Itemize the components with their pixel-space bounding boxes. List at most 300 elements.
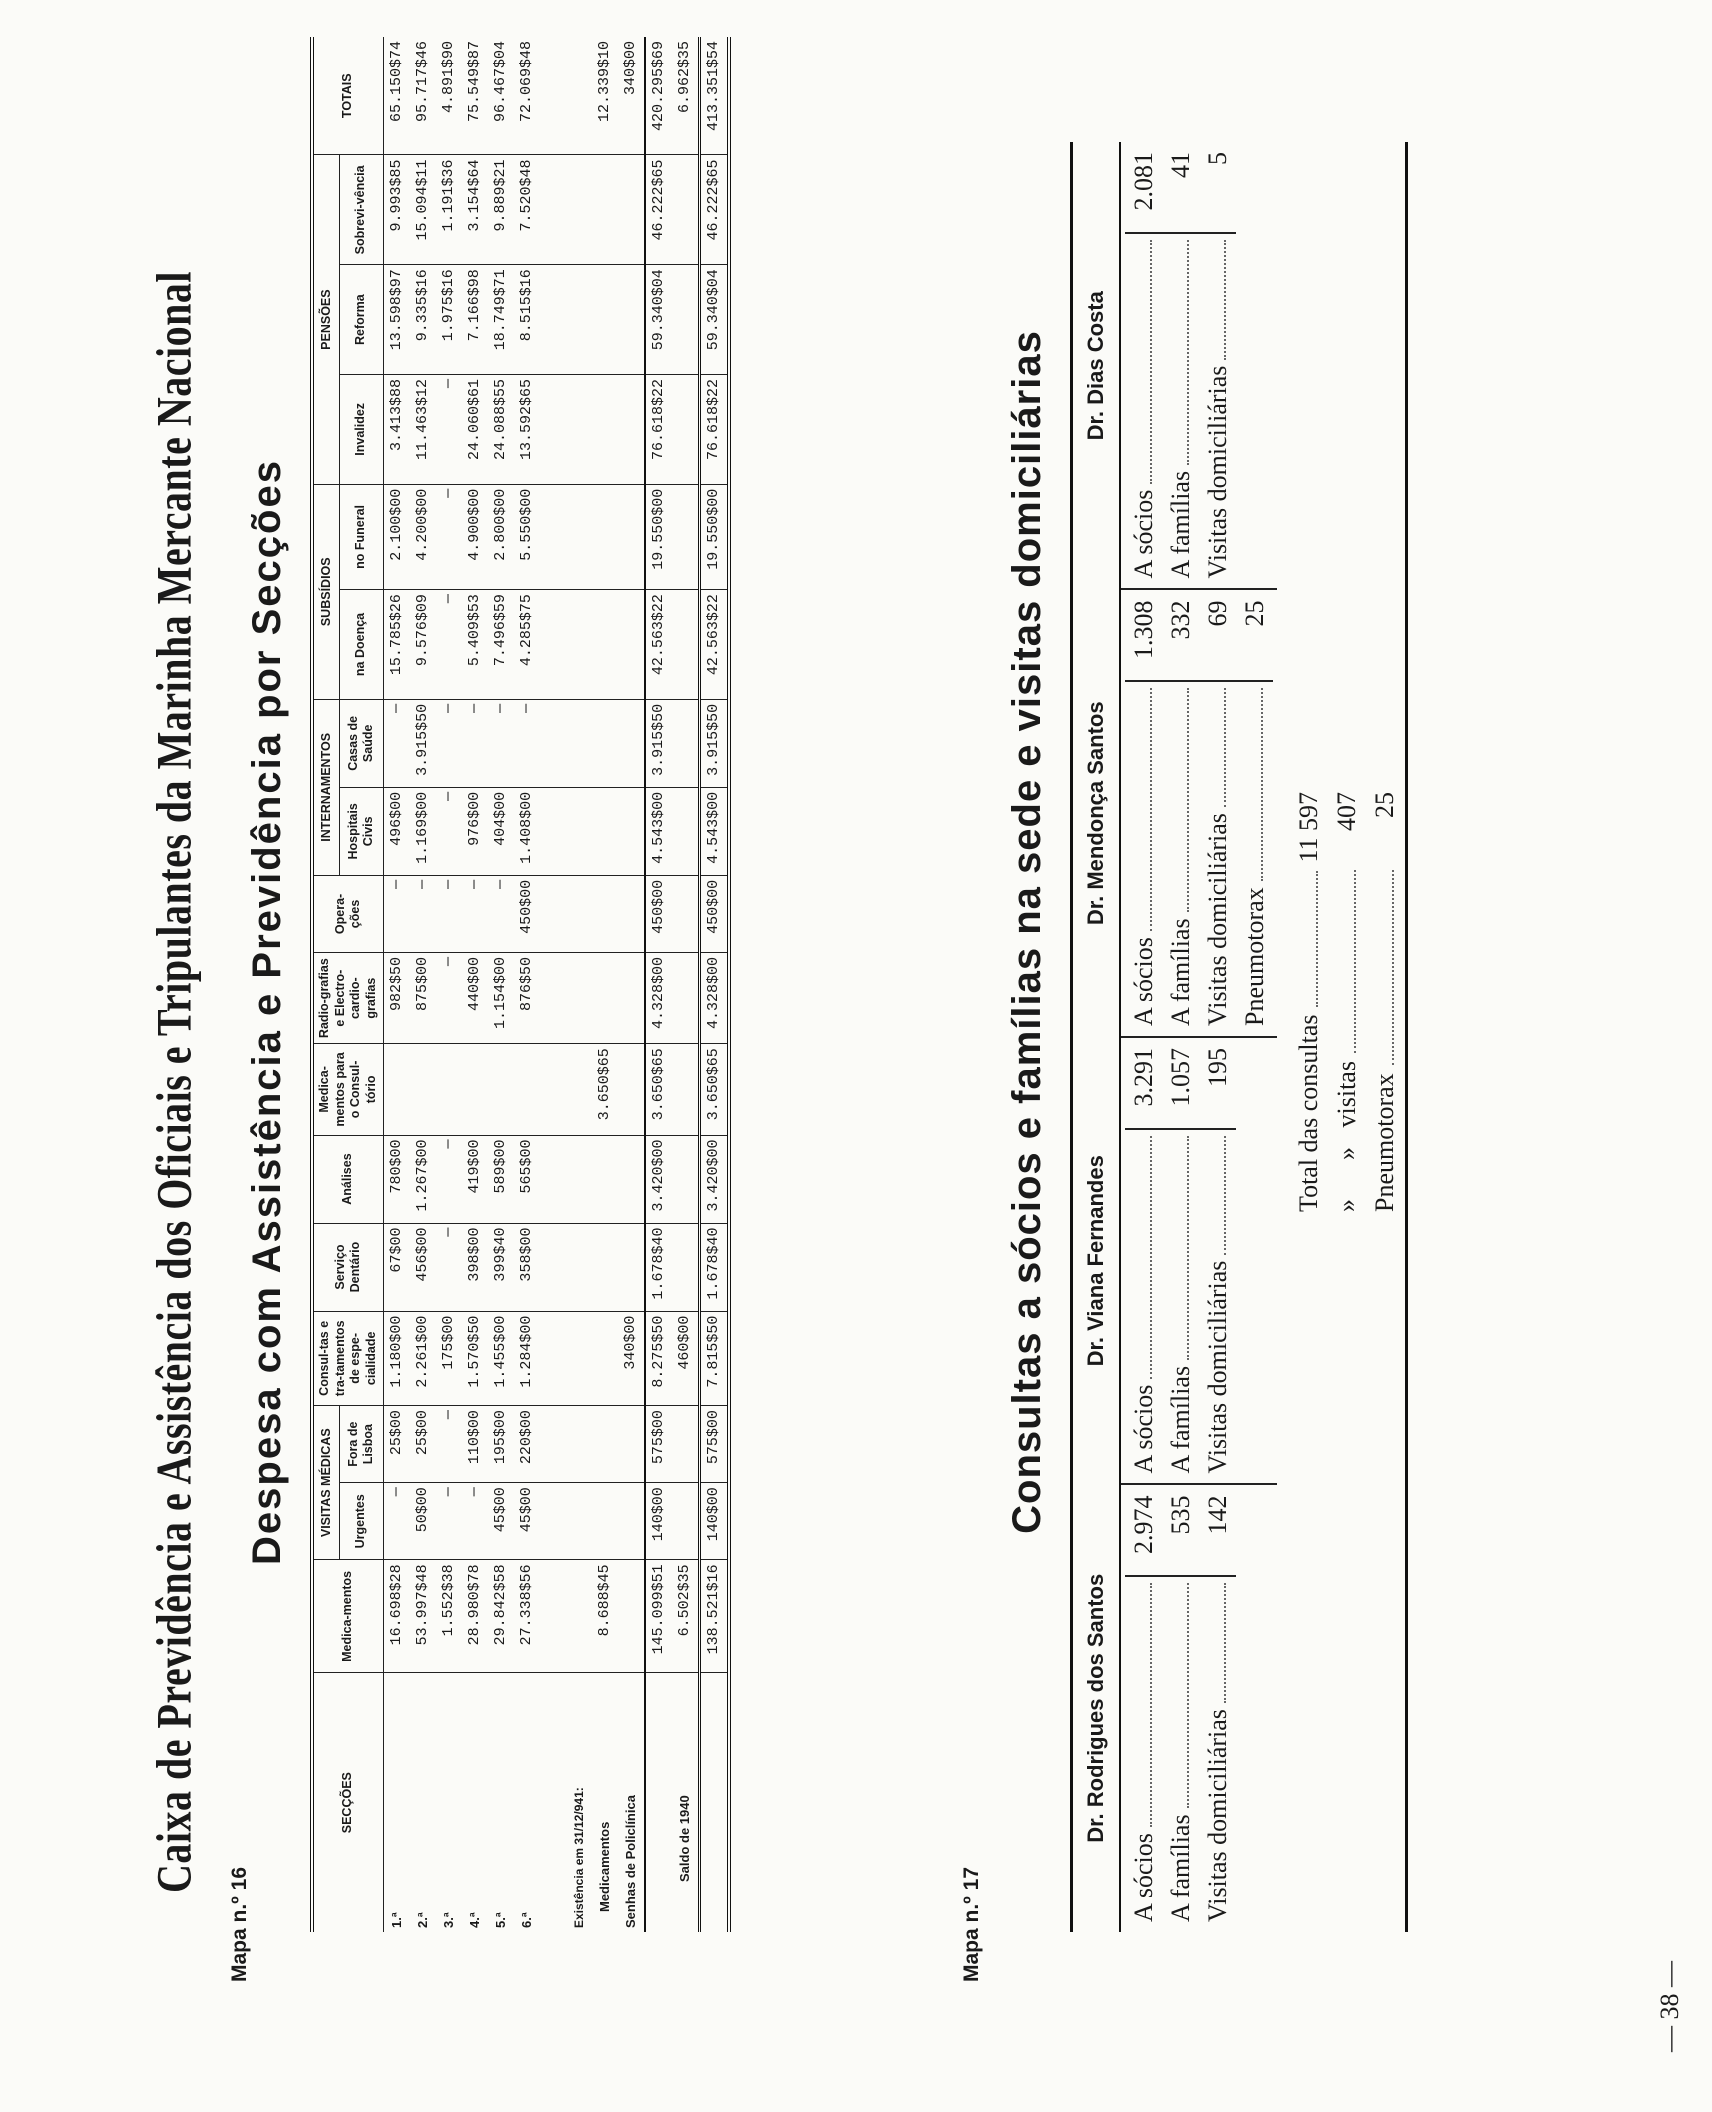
table-cell xyxy=(540,1044,566,1135)
table-cell xyxy=(540,1406,566,1483)
table-cell: 876$50 xyxy=(514,953,540,1044)
table-cell: 25$00 xyxy=(410,1406,436,1483)
table-cell: — xyxy=(462,1483,488,1560)
table-cell xyxy=(540,1560,566,1673)
header-visitas: VISITAS MÉDICAS xyxy=(312,1406,339,1560)
table-cell: 1.552$38 xyxy=(436,1560,462,1673)
header-consultas: Consul-tas e tra-tamentos de espe-cialidade xyxy=(312,1311,383,1406)
table-cell xyxy=(566,953,592,1044)
table-cell xyxy=(618,1044,645,1135)
doctor-column xyxy=(1120,1037,1277,1485)
table-cell xyxy=(566,1311,592,1406)
table-cell xyxy=(540,787,566,875)
table-cell: 45$00 xyxy=(488,1483,514,1560)
table-cell: — xyxy=(383,1483,410,1560)
doctor-name-1: Dr. Rodrigues dos Santos xyxy=(1072,1485,1121,1933)
table-cell: 27.338$56 xyxy=(514,1560,540,1673)
table-cell xyxy=(618,787,645,875)
header-med-consultorio: Medica-mentos para o Consul-tório xyxy=(312,1044,383,1135)
table-cell xyxy=(383,1044,410,1135)
table-row xyxy=(672,37,700,1932)
table-cell: 3.650$65 xyxy=(699,1044,729,1135)
doctor-column xyxy=(1120,142,1277,590)
consult-value: 25 xyxy=(1236,601,1273,683)
consult-value: 2.081 xyxy=(1125,152,1162,234)
header-invalidez: Invalidez xyxy=(339,374,383,484)
header-analises: Análises xyxy=(312,1135,383,1223)
table-cell: 1.975$16 xyxy=(436,265,462,375)
table-cell xyxy=(618,484,645,589)
table-cell xyxy=(672,1044,700,1135)
table-row xyxy=(540,37,566,1932)
leader-dots xyxy=(1125,240,1152,484)
table-cell: 1.267$00 xyxy=(410,1135,436,1223)
row-label: 6.ª xyxy=(519,1912,534,1928)
table-cell xyxy=(436,1044,462,1135)
table-cell xyxy=(540,155,566,265)
table-cell xyxy=(618,953,645,1044)
table-cell: 50$00 xyxy=(410,1483,436,1560)
table-cell: — xyxy=(436,699,462,787)
consult-row xyxy=(1162,1048,1199,1474)
table-cell: 13.598$97 xyxy=(383,265,410,375)
table-cell: 3.413$88 xyxy=(383,374,410,484)
table-cell xyxy=(618,1483,645,1560)
table-cell: 4.543$00 xyxy=(645,787,672,875)
header-urgentes: Urgentes xyxy=(339,1483,383,1560)
consult-row xyxy=(1236,601,1273,1027)
consult-row xyxy=(1199,1496,1236,1923)
table-cell: 96.467$04 xyxy=(488,37,514,155)
table-cell: — xyxy=(462,699,488,787)
consult-label: A sócios xyxy=(1129,1833,1158,1922)
table-cell: 4.891$90 xyxy=(436,37,462,155)
table-cell: — xyxy=(436,1483,462,1560)
table-cell xyxy=(618,265,645,375)
table-cell: 140$00 xyxy=(645,1483,672,1560)
table-cell: 575$00 xyxy=(699,1406,729,1483)
consult-label: A famílias xyxy=(1166,1814,1195,1922)
row-label: Saldo de 1940 xyxy=(677,1795,692,1882)
table-cell: — xyxy=(436,953,462,1044)
table-cell xyxy=(592,875,618,952)
table-cell xyxy=(618,590,645,700)
consult-label: Visitas domiciliárias xyxy=(1203,813,1232,1026)
table-cell xyxy=(566,37,592,155)
table-cell: 13.592$65 xyxy=(514,374,540,484)
header-fora-lisboa: Fora de Lisboa xyxy=(339,1406,383,1483)
table-cell xyxy=(540,37,566,155)
table-cell: 8.688$45 xyxy=(592,1560,618,1673)
doctor-name-2: Dr. Viana Fernandes xyxy=(1072,1037,1121,1485)
table-cell xyxy=(672,155,700,265)
table-cell: 12.339$10 xyxy=(592,37,618,155)
consult-value: 1.308 xyxy=(1125,601,1162,683)
table-cell: 72.069$48 xyxy=(514,37,540,155)
table-row xyxy=(699,37,729,1932)
table-cell xyxy=(566,875,592,952)
table-cell xyxy=(672,590,700,700)
table-cell xyxy=(592,265,618,375)
consult-row xyxy=(1125,601,1162,1027)
header-funeral: no Funeral xyxy=(339,484,383,589)
table-cell xyxy=(592,155,618,265)
consult-label: A sócios xyxy=(1129,489,1158,579)
table-cell: 19.550$00 xyxy=(699,484,729,589)
leader-dots xyxy=(1236,689,1263,882)
header-subsidios: SUBSÍDIOS xyxy=(312,484,339,699)
row-label: Medicamentos xyxy=(597,1821,612,1912)
table-cell: 1.169$00 xyxy=(410,787,436,875)
map16-table xyxy=(310,37,731,1932)
consult-row xyxy=(1125,1048,1162,1474)
consult-value: 41 xyxy=(1162,152,1199,234)
table-cell: 780$00 xyxy=(383,1135,410,1223)
consult-value: 5 xyxy=(1199,152,1236,234)
table-cell: 420.295$69 xyxy=(645,37,672,155)
table-cell xyxy=(488,1044,514,1135)
table-cell: 450$00 xyxy=(699,875,729,952)
leader-dots xyxy=(1125,1136,1152,1379)
table-cell xyxy=(566,265,592,375)
leader-dots xyxy=(1366,870,1394,1065)
table-cell xyxy=(566,1406,592,1483)
table-cell: 138.521$16 xyxy=(699,1560,729,1673)
table-cell: — xyxy=(383,875,410,952)
table-cell xyxy=(672,265,700,375)
table-cell: 9.335$16 xyxy=(410,265,436,375)
table-cell: 440$00 xyxy=(462,953,488,1044)
map16-label: Mapa n.º 16 xyxy=(228,1866,251,1982)
table-cell xyxy=(540,1135,566,1223)
table-cell xyxy=(540,374,566,484)
consult-label: Pneumotorax xyxy=(1240,887,1269,1026)
table-cell: 15.785$26 xyxy=(383,590,410,700)
leader-dots xyxy=(1162,1136,1189,1360)
table-cell: 19.550$00 xyxy=(645,484,672,589)
table-cell: 6.502$35 xyxy=(672,1560,700,1673)
table-cell xyxy=(618,1223,645,1311)
table-cell: 11.463$12 xyxy=(410,374,436,484)
table-cell xyxy=(672,1483,700,1560)
consult-row xyxy=(1125,1496,1162,1923)
table-cell xyxy=(618,374,645,484)
leader-dots xyxy=(1199,240,1226,360)
table-cell: 450$00 xyxy=(645,875,672,952)
table-cell: 413.351$54 xyxy=(699,37,729,155)
leader-dots xyxy=(1162,1584,1189,1809)
table-cell: 1.570$50 xyxy=(462,1311,488,1406)
table-cell: 42.563$22 xyxy=(699,590,729,700)
table-cell: 4.543$00 xyxy=(699,787,729,875)
consult-value: 2.974 xyxy=(1125,1496,1162,1578)
map16-subtitle: Despesa com Assistência e Previdência por Secções xyxy=(245,459,289,1565)
table-cell: 8.275$50 xyxy=(645,1311,672,1406)
header-casas-saude: Casas de Saúde xyxy=(339,699,383,787)
table-cell xyxy=(540,1311,566,1406)
table-cell: 29.842$58 xyxy=(488,1560,514,1673)
leader-dots xyxy=(1199,689,1226,808)
doctor-name-4: Dr. Dias Costa xyxy=(1072,142,1121,590)
consult-row xyxy=(1199,601,1236,1027)
table-cell xyxy=(618,1406,645,1483)
table-cell: 110$00 xyxy=(462,1406,488,1483)
table-cell xyxy=(592,374,618,484)
table-cell: 76.618$22 xyxy=(645,374,672,484)
map16-body xyxy=(383,37,729,1932)
table-cell: 1.284$00 xyxy=(514,1311,540,1406)
table-cell: 5.409$53 xyxy=(462,590,488,700)
header-totais: TOTAIS xyxy=(312,37,383,155)
table-cell xyxy=(592,590,618,700)
consult-label: Visitas domiciliárias xyxy=(1203,1260,1232,1474)
header-radio: Radio-grafias e Electro-cardio-grafias xyxy=(312,953,383,1044)
table-cell: 76.618$22 xyxy=(699,374,729,484)
table-cell: — xyxy=(436,484,462,589)
table-cell: 9.889$21 xyxy=(488,155,514,265)
table-cell: 1.408$00 xyxy=(514,787,540,875)
header-reforma: Reforma xyxy=(339,265,383,375)
table-row xyxy=(618,37,645,1932)
table-cell: — xyxy=(436,374,462,484)
table-cell: 3.650$65 xyxy=(592,1044,618,1135)
row-label: 5.ª xyxy=(493,1912,508,1928)
table-cell xyxy=(540,1223,566,1311)
header-operacoes: Opera-ções xyxy=(312,875,383,952)
table-cell: — xyxy=(436,590,462,700)
table-cell: 3.650$65 xyxy=(645,1044,672,1135)
table-cell: 399$40 xyxy=(488,1223,514,1311)
total-label: » » visitas xyxy=(1332,1061,1361,1212)
table-cell: 3.420$00 xyxy=(645,1135,672,1223)
table-cell: — xyxy=(514,699,540,787)
table-cell xyxy=(540,875,566,952)
table-row xyxy=(566,37,592,1932)
table-cell xyxy=(566,374,592,484)
table-cell: 460$00 xyxy=(672,1311,700,1406)
table-cell: 4.328$00 xyxy=(645,953,672,1044)
table-cell xyxy=(592,1483,618,1560)
table-cell xyxy=(592,699,618,787)
table-cell: 1.678$40 xyxy=(645,1223,672,1311)
row-label: Senhas de Policlínica xyxy=(623,1795,638,1928)
table-cell xyxy=(566,484,592,589)
table-cell xyxy=(618,155,645,265)
table-cell xyxy=(566,1223,592,1311)
total-row xyxy=(1290,792,1328,1212)
consult-value: 1.057 xyxy=(1162,1048,1199,1130)
table-cell: 1.154$00 xyxy=(488,953,514,1044)
consult-row xyxy=(1199,1048,1236,1474)
table-cell: 195$00 xyxy=(488,1406,514,1483)
table-cell: 4.328$00 xyxy=(699,953,729,1044)
table-cell: 1.180$00 xyxy=(383,1311,410,1406)
doctor-column xyxy=(1120,590,1277,1038)
table-row xyxy=(436,37,462,1932)
total-value: 407 xyxy=(1332,792,1361,831)
consult-row xyxy=(1162,601,1199,1027)
table-cell xyxy=(566,590,592,700)
leader-dots xyxy=(1290,871,1318,1007)
table-cell xyxy=(514,1044,540,1135)
table-cell: — xyxy=(436,1135,462,1223)
table-cell: 65.150$74 xyxy=(383,37,410,155)
row-label xyxy=(699,1673,729,1932)
header-dentario: Serviço Dentário xyxy=(312,1223,383,1311)
doctor-column xyxy=(1120,1485,1277,1933)
table-cell: 1.678$40 xyxy=(699,1223,729,1311)
table-cell: 220$00 xyxy=(514,1406,540,1483)
consult-label: A famílias xyxy=(1166,470,1195,579)
row-label: 4.ª xyxy=(467,1912,482,1928)
table-cell xyxy=(462,1044,488,1135)
table-cell: 16.698$28 xyxy=(383,1560,410,1673)
table-row xyxy=(462,37,488,1932)
table-cell: 25$00 xyxy=(383,1406,410,1483)
table-row xyxy=(383,37,410,1932)
table-cell: 450$00 xyxy=(514,875,540,952)
leader-dots xyxy=(1162,689,1189,913)
table-cell xyxy=(618,1135,645,1223)
table-cell: 4.285$75 xyxy=(514,590,540,700)
table-cell: 575$00 xyxy=(645,1406,672,1483)
leader-dots xyxy=(1125,689,1152,932)
total-label: Pneumotorax xyxy=(1370,1073,1399,1212)
table-cell: 3.915$50 xyxy=(645,699,672,787)
consult-label: A sócios xyxy=(1129,937,1158,1026)
table-cell: 2.800$00 xyxy=(488,484,514,589)
row-label: 2.ª xyxy=(415,1912,430,1928)
leader-dots xyxy=(1125,1584,1152,1828)
table-cell: 1.191$36 xyxy=(436,155,462,265)
table-cell xyxy=(540,1483,566,1560)
table-cell: 53.997$48 xyxy=(410,1560,436,1673)
table-cell: 8.515$16 xyxy=(514,265,540,375)
table-row xyxy=(645,37,672,1932)
table-cell: 145.099$51 xyxy=(645,1560,672,1673)
table-cell: 589$00 xyxy=(488,1135,514,1223)
table-cell: 4.900$00 xyxy=(462,484,488,589)
table-cell xyxy=(672,1135,700,1223)
table-cell xyxy=(566,787,592,875)
table-cell: — xyxy=(436,787,462,875)
table-cell xyxy=(592,484,618,589)
table-cell xyxy=(592,1406,618,1483)
table-cell xyxy=(592,787,618,875)
table-cell xyxy=(672,1223,700,1311)
row-label: Existência em 31/12/941: xyxy=(571,1787,586,1928)
table-cell: 456$00 xyxy=(410,1223,436,1311)
consult-label: A famílias xyxy=(1166,1365,1195,1474)
consult-value: 332 xyxy=(1162,601,1199,683)
table-cell: 18.749$71 xyxy=(488,265,514,375)
table-cell xyxy=(410,1044,436,1135)
consult-row xyxy=(1162,1496,1199,1923)
table-cell xyxy=(592,1223,618,1311)
table-cell xyxy=(618,1560,645,1673)
table-cell: 398$00 xyxy=(462,1223,488,1311)
table-cell: 7.496$59 xyxy=(488,590,514,700)
table-row xyxy=(410,37,436,1932)
table-cell: 95.717$46 xyxy=(410,37,436,155)
table-cell xyxy=(540,590,566,700)
header-doenca: na Doença xyxy=(339,590,383,700)
table-cell xyxy=(672,699,700,787)
table-cell: 565$00 xyxy=(514,1135,540,1223)
consult-label: A sócios xyxy=(1129,1384,1158,1474)
leader-dots xyxy=(1199,1584,1226,1704)
table-cell xyxy=(566,1135,592,1223)
table-cell: 982$50 xyxy=(383,953,410,1044)
table-cell xyxy=(566,1044,592,1135)
table-cell: 3.420$00 xyxy=(699,1135,729,1223)
table-cell: 24.060$61 xyxy=(462,374,488,484)
total-row xyxy=(1366,792,1404,1212)
table-cell: 45$00 xyxy=(514,1483,540,1560)
consult-label: A famílias xyxy=(1166,918,1195,1026)
table-cell xyxy=(592,1135,618,1223)
table-cell xyxy=(566,155,592,265)
table-cell xyxy=(540,265,566,375)
table-cell xyxy=(618,699,645,787)
table-cell xyxy=(672,374,700,484)
table-cell: — xyxy=(488,875,514,952)
map17-totals xyxy=(1290,792,1404,1212)
table-cell: — xyxy=(383,699,410,787)
table-cell xyxy=(672,953,700,1044)
table-cell: 340$00 xyxy=(618,1311,645,1406)
consult-value: 142 xyxy=(1199,1496,1236,1578)
table-cell: 358$00 xyxy=(514,1223,540,1311)
consult-value: 195 xyxy=(1199,1048,1236,1130)
page-number: — 38 — xyxy=(1655,1961,1684,2052)
leader-dots xyxy=(1199,1136,1226,1255)
table-cell: 5.550$00 xyxy=(514,484,540,589)
table-cell: 1.455$00 xyxy=(488,1311,514,1406)
table-cell: 6.962$35 xyxy=(672,37,700,155)
table-cell: 75.549$87 xyxy=(462,37,488,155)
consult-row xyxy=(1162,152,1199,579)
table-cell xyxy=(672,787,700,875)
consult-row xyxy=(1199,152,1236,579)
doctor-name-3: Dr. Mendonça Santos xyxy=(1072,590,1121,1038)
leader-dots xyxy=(1328,870,1356,1053)
table-cell xyxy=(566,1483,592,1560)
table-cell: — xyxy=(436,875,462,952)
table-cell: 2.261$00 xyxy=(410,1311,436,1406)
table-cell: 4.200$00 xyxy=(410,484,436,589)
table-cell: 175$00 xyxy=(436,1311,462,1406)
table-cell: 59.340$04 xyxy=(699,265,729,375)
table-cell: 3.915$50 xyxy=(410,699,436,787)
table-cell: 3.154$64 xyxy=(462,155,488,265)
table-cell: 28.980$78 xyxy=(462,1560,488,1673)
table-cell xyxy=(540,953,566,1044)
table-cell: 24.088$55 xyxy=(488,374,514,484)
table-cell xyxy=(672,484,700,589)
table-cell: 42.563$22 xyxy=(645,590,672,700)
table-cell: 3.915$50 xyxy=(699,699,729,787)
table-cell xyxy=(540,699,566,787)
leader-dots xyxy=(1162,240,1189,465)
table-row xyxy=(514,37,540,1932)
table-cell: — xyxy=(488,699,514,787)
consult-label: Visitas domiciliárias xyxy=(1203,365,1232,579)
table-cell: — xyxy=(410,875,436,952)
table-cell: 404$00 xyxy=(488,787,514,875)
total-value: 11 597 xyxy=(1294,792,1323,863)
total-value: 25 xyxy=(1370,792,1399,818)
